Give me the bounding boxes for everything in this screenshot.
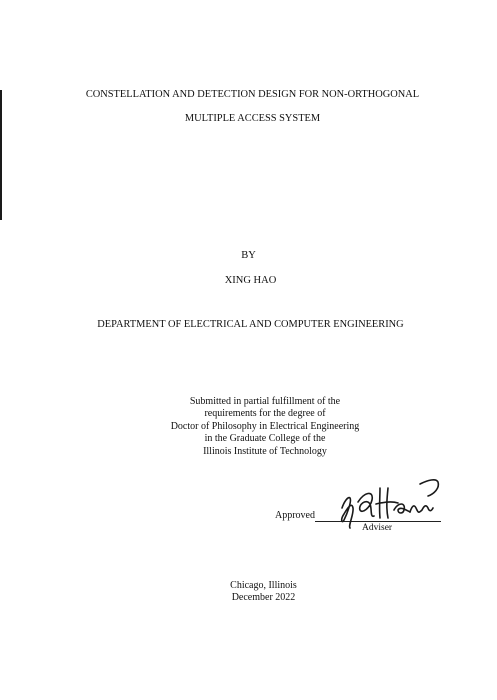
submission-line-5: Illinois Institute of Technology [203, 445, 327, 457]
adviser-label: Adviser [362, 523, 393, 533]
author-name: XING HAO [224, 275, 277, 286]
submission-statement [0, 396, 497, 458]
date-line: December 2022 [231, 592, 296, 604]
submission-line-2: requirements for the degree of [204, 408, 326, 420]
by-label: BY [241, 250, 256, 261]
submission-line-1: Submitted in partial fulfillment of the [189, 396, 341, 407]
submission-line-4: in the Graduate College of the [204, 433, 326, 445]
department-name: DEPARTMENT OF ELECTRICAL AND COMPUTER ENGINEERING [97, 319, 404, 330]
place-and-date [0, 580, 497, 605]
title-line-2: MULTIPLE ACCESS SYSTEM [184, 113, 321, 124]
scan-edge-mark [0, 90, 2, 220]
place-line: Chicago, Illinois [230, 580, 297, 591]
submission-line-3: Doctor of Philosophy in Electrical Engineering [170, 420, 360, 432]
approved-label: Approved [275, 510, 315, 521]
title-line-1: CONSTELLATION AND DETECTION DESIGN FOR NON-ORTHOGONAL [85, 89, 420, 100]
